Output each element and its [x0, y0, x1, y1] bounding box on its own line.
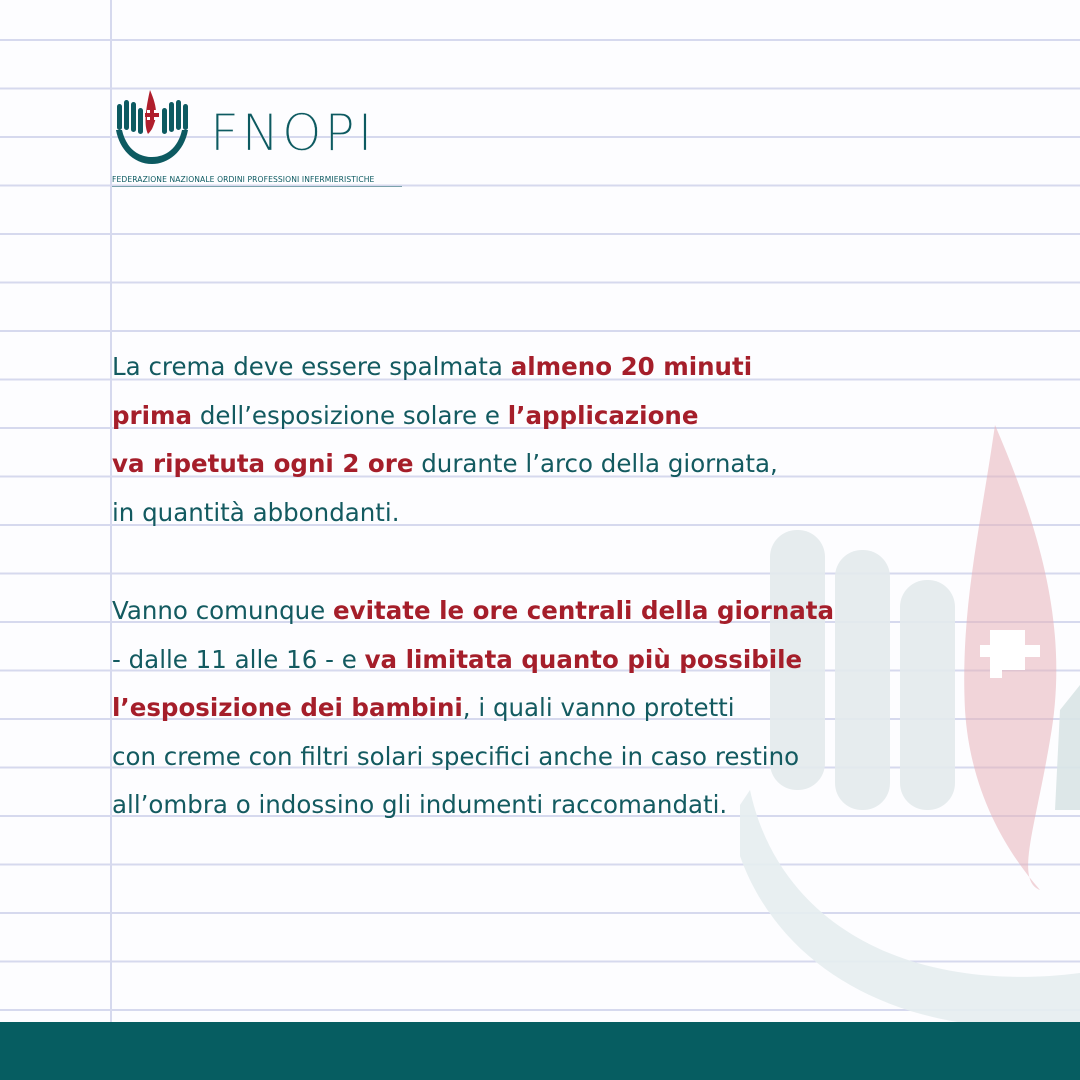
text-segment: Vanno comunque — [112, 596, 334, 625]
text-segment: dell’esposizione solare e — [192, 400, 508, 430]
highlight-segment: prima — [112, 400, 193, 430]
highlight-segment: l’esposizione dei bambini — [112, 693, 463, 722]
text-segment: all’ombra o indossino gli indumenti raccomandati. — [112, 790, 728, 819]
text-segment: La crema deve essere spalmata — [112, 352, 511, 381]
text-line — [112, 343, 1012, 392]
highlight-segment: va ripetuta ogni 2 ore — [112, 449, 414, 478]
text-segment: , i quali vanno protetti — [462, 693, 735, 722]
logo-name: FNOPI — [210, 104, 376, 162]
text-segment: - dalle 11 alle 16 - e — [112, 644, 365, 674]
logo-underline — [112, 186, 402, 187]
text-line — [112, 587, 1012, 636]
text-line — [112, 392, 1012, 441]
text-line — [112, 440, 1012, 489]
paragraph-sunscreen-application — [112, 343, 1012, 537]
text-segment: in quantità abbondanti. — [112, 497, 400, 527]
highlight-segment: evitate le ore centrali della giornata — [333, 596, 835, 625]
text-segment: con creme con filtri solari specifici anche in caso restino — [112, 741, 800, 771]
paragraph-sun-exposure-advice — [112, 587, 1012, 830]
footer-bar — [0, 1022, 1080, 1080]
text-segment: durante l’arco della giornata, — [413, 449, 778, 478]
text-line — [112, 781, 1012, 830]
hands-flame-logo-icon — [112, 90, 202, 170]
text-line — [112, 489, 1012, 538]
text-line — [112, 733, 1012, 782]
highlight-segment: almeno 20 minuti — [510, 352, 753, 381]
text-line — [112, 684, 1012, 733]
fnopi-logo — [112, 90, 412, 190]
highlight-segment: va limitata quanto più possibile — [364, 644, 803, 674]
highlight-segment: l’applicazione — [507, 400, 699, 430]
text-line — [112, 636, 1012, 685]
logo-subtitle: FEDERAZIONE NAZIONALE ORDINI PROFESSIONI INFERMIERISTICHE — [112, 175, 375, 184]
